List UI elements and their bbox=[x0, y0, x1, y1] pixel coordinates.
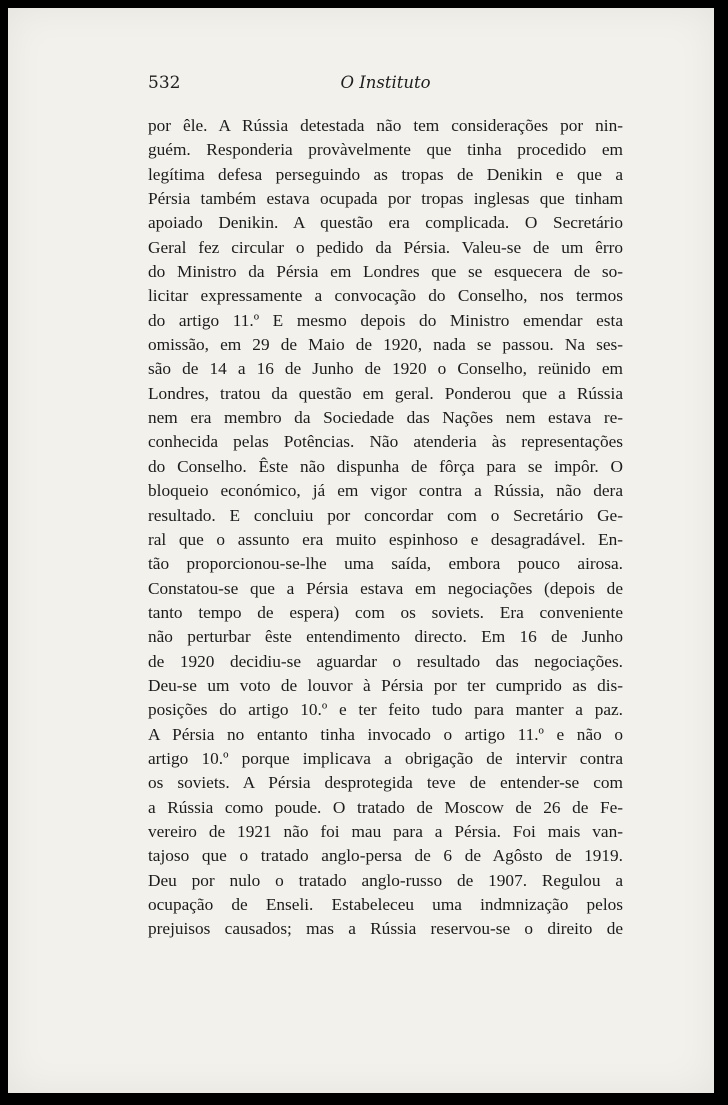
text-line: de 1920 decidiu-se aguardar o resultado das negociações. bbox=[148, 651, 623, 671]
text-line: tão proporcionou-se-lhe uma saída, embora pouco airosa. bbox=[148, 554, 623, 574]
text-line: tanto tempo de espera) com os soviets. Era conveniente bbox=[148, 602, 623, 622]
book-page bbox=[8, 8, 714, 1093]
text-line: do Ministro da Pérsia em Londres que se esquecera de so- bbox=[148, 262, 623, 282]
body-text bbox=[148, 114, 623, 942]
running-title: O Instituto bbox=[340, 73, 431, 92]
text-line: vereiro de 1921 não foi mau para a Pérsia. Foi mais van- bbox=[148, 821, 623, 841]
text-line: A Pérsia no entanto tinha invocado o artigo 11.º e não o bbox=[148, 724, 623, 744]
text-line: ral que o assunto era muito espinhoso e desagradável. En- bbox=[148, 529, 623, 549]
text-line: legítima defesa perseguindo as tropas de Denikin e que a bbox=[148, 164, 623, 184]
text-line: artigo 10.º porque implicava a obrigação de intervir contra bbox=[148, 748, 623, 768]
text-line: Constatou-se que a Pérsia estava em negociações (depois de bbox=[148, 578, 623, 598]
text-line: Geral fez circular o pedido da Pérsia. Valeu-se de um êrro bbox=[148, 237, 623, 257]
page-number: 532 bbox=[148, 73, 181, 93]
text-line: guém. Responderia provàvelmente que tinha procedido em bbox=[148, 140, 623, 160]
text-line: do artigo 11.º E mesmo depois do Ministro emendar esta bbox=[148, 310, 623, 330]
text-line: Pérsia também estava ocupada por tropas inglesas que tinham bbox=[148, 189, 623, 209]
text-line: bloqueio económico, já em vigor contra a Rússia, não dera bbox=[148, 481, 623, 501]
text-line: do Conselho. Êste não dispunha de fôrça para se impôr. O bbox=[148, 456, 623, 476]
page-header bbox=[148, 73, 623, 103]
text-line: prejuisos causados; mas a Rússia reservou-se o direito de bbox=[148, 919, 623, 939]
text-line: a Rússia como poude. O tratado de Moscow de 26 de Fe- bbox=[148, 797, 623, 817]
text-line: Deu-se um voto de louvor à Pérsia por ter cumprido as dis- bbox=[148, 675, 623, 695]
text-line: Londres, tratou da questão em geral. Ponderou que a Rússia bbox=[148, 383, 623, 403]
text-line: licitar expressamente a convocação do Conselho, nos termos bbox=[148, 286, 623, 306]
text-line: por êle. A Rússia detestada não tem considerações por nin- bbox=[148, 116, 623, 135]
text-line: ocupação de Enseli. Estabeleceu uma indmnização pelos bbox=[148, 895, 623, 914]
text-line: os soviets. A Pérsia desprotegida teve de entender-se com bbox=[148, 773, 623, 793]
text-line: são de 14 a 16 de Junho de 1920 o Conselho, reünido em bbox=[148, 359, 623, 379]
text-line: resultado. E concluiu por concordar com o Secretário Ge- bbox=[148, 505, 623, 525]
text-line: conhecida pelas Potências. Não atenderia às representações bbox=[148, 432, 623, 452]
text-line: nem era membro da Sociedade das Nações nem estava re- bbox=[148, 408, 623, 428]
text-line: posições do artigo 10.º e ter feito tudo para manter a paz. bbox=[148, 700, 623, 720]
text-line: apoiado Denikin. A questão era complicada. O Secretário bbox=[148, 213, 623, 233]
text-line: não perturbar êste entendimento directo. Em 16 de Junho bbox=[148, 627, 623, 647]
text-line: tajoso que o tratado anglo-persa de 6 de Agôsto de 1919. bbox=[148, 846, 623, 866]
text-line: omissão, em 29 de Maio de 1920, nada se passou. Na ses- bbox=[148, 335, 623, 355]
text-line: Deu por nulo o tratado anglo-russo de 1907. Regulou a bbox=[148, 870, 623, 890]
